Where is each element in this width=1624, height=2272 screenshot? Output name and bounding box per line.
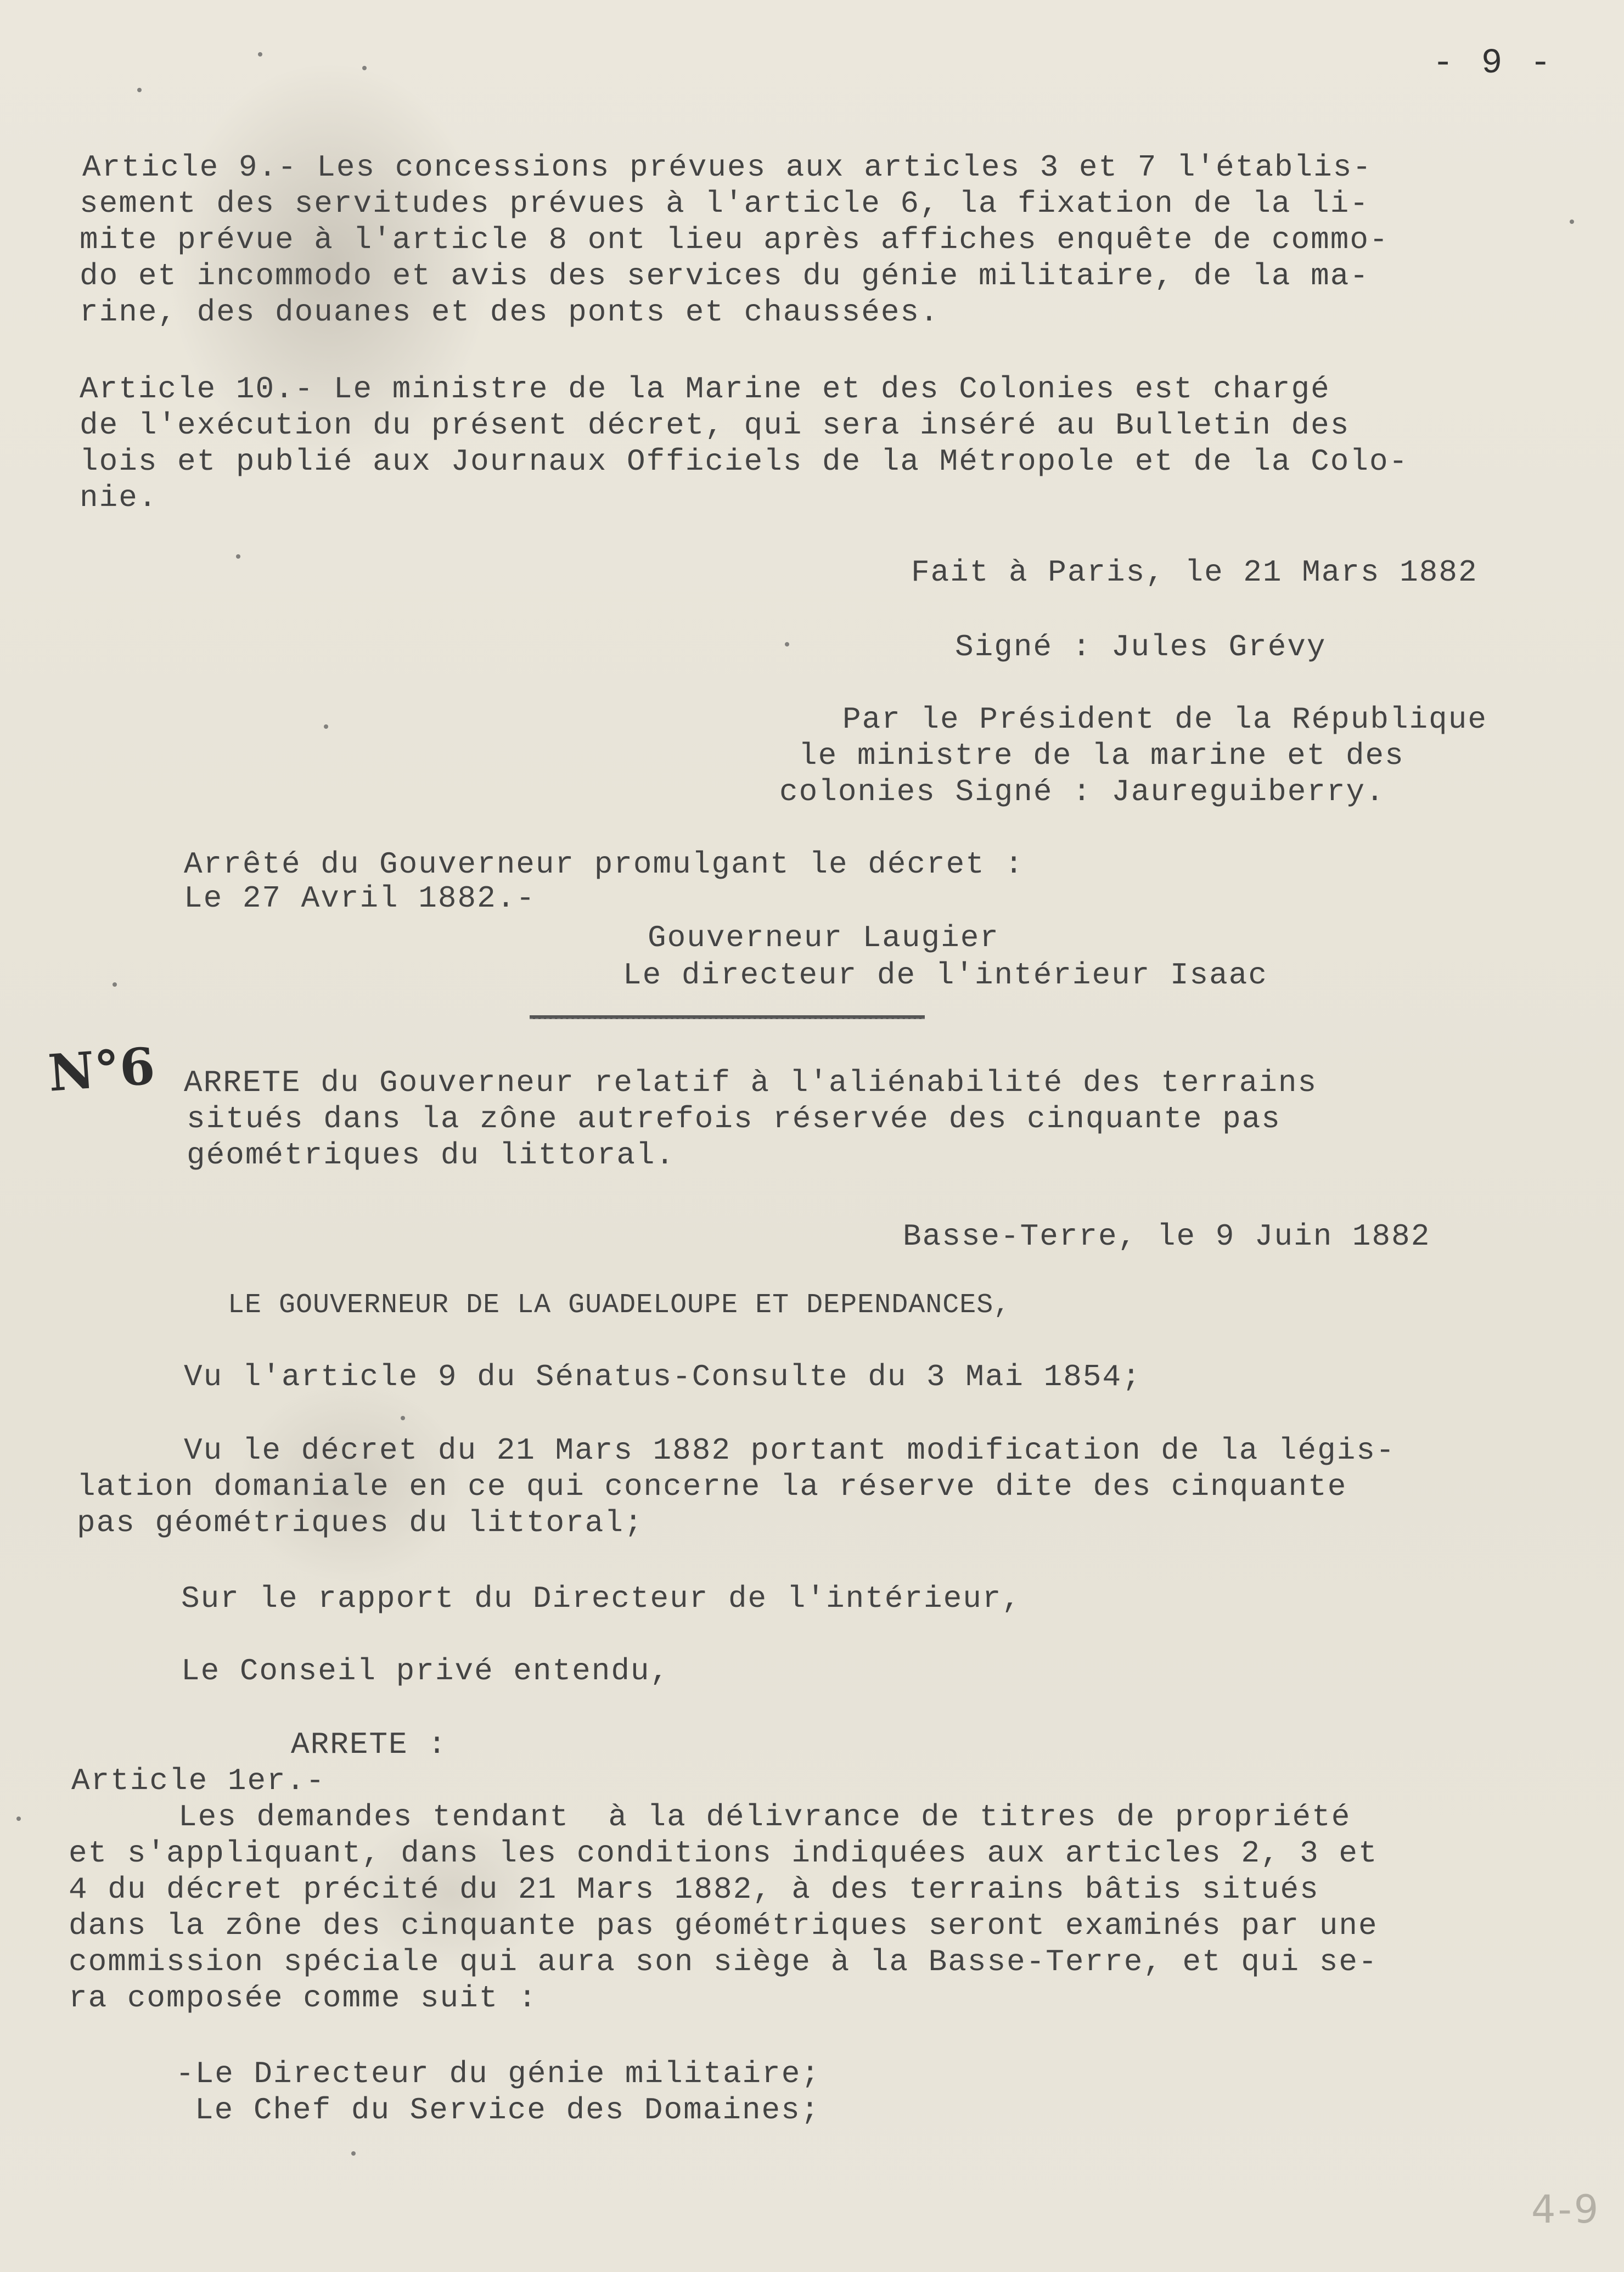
ink-speck	[113, 982, 117, 987]
ink-speck	[16, 1817, 21, 1821]
text-line: Les demandes tendant à la délivrance de titres de propriété	[178, 1799, 1351, 1835]
sur-rapport: Sur le rapport du Directeur de l'intérieur,	[181, 1581, 1022, 1616]
arrete-heading: ARRETE :	[291, 1727, 447, 1762]
list-item: Le Chef du Service des Domaines;	[195, 2093, 821, 2128]
text-line: lation domaniale en ce qui concerne la réserve dite des cinquante	[77, 1469, 1347, 1504]
conseil-prive: Le Conseil privé entendu,	[181, 1654, 670, 1689]
text-line: dans la zône des cinquante pas géométriques seront examinés par une	[69, 1908, 1378, 1943]
text-line: ra composée comme suit :	[69, 1981, 538, 2016]
text-line: de l'exécution du présent décret, qui sera inséré au Bulletin des	[80, 408, 1350, 443]
page-number: - 9 -	[1432, 44, 1555, 83]
ink-speck	[137, 88, 142, 92]
text-line: ARRETE du Gouverneur relatif à l'aliénabilité des terrains	[184, 1065, 1318, 1100]
done-at: Fait à Paris, le 21 Mars 1882	[911, 555, 1478, 590]
text-line: Vu le décret du 21 Mars 1882 portant modification de la légis-	[184, 1433, 1396, 1468]
text-line: le ministre de la marine et des	[799, 738, 1404, 773]
text-line: Le 27 Avril 1882.-	[184, 881, 536, 916]
archive-pencil-note: 4-9	[1531, 2187, 1601, 2232]
text-line: Article 9.- Les concessions prévues aux articles 3 et 7 l'établis-	[82, 150, 1372, 185]
text-line: commission spéciale qui aura son siège à la Basse-Terre, et qui se-	[69, 1944, 1378, 1979]
ink-speck	[401, 1416, 405, 1420]
signed-line: Signé : Jules Grévy	[955, 629, 1327, 665]
text-line: lois et publié aux Journaux Officiels de la Métropole et de la Colo-	[80, 444, 1409, 479]
director-signature: Le directeur de l'intérieur Isaac	[623, 958, 1268, 993]
text-line: géométriques du littoral.	[187, 1138, 676, 1173]
ink-speck	[324, 724, 328, 729]
article-1-heading: Article 1er.-	[71, 1763, 325, 1798]
text-line: Arrêté du Gouverneur promulgant le décret :	[184, 847, 1025, 882]
text-line: et s'appliquant, dans les conditions indiquées aux articles 2, 3 et	[69, 1836, 1378, 1871]
ink-speck	[362, 66, 367, 70]
ink-speck	[1570, 220, 1574, 224]
text-line: sement des servitudes prévues à l'article 6, la fixation de la li-	[80, 186, 1369, 221]
section-divider	[530, 1015, 925, 1019]
text-line: situés dans la zône autrefois réservée des cinquante pas	[187, 1101, 1281, 1137]
text-line: mite prévue à l'article 8 ont lieu après affiches enquête de commo-	[80, 222, 1389, 257]
margin-number-mark: N°6	[46, 1036, 157, 1103]
ink-speck	[351, 2151, 356, 2156]
text-line: Article 10.- Le ministre de la Marine et des Colonies est chargé	[80, 372, 1330, 407]
ink-speck	[785, 642, 789, 646]
place-date: Basse-Terre, le 9 Juin 1882	[903, 1219, 1431, 1254]
list-item: -Le Directeur du génie militaire;	[176, 2056, 821, 2091]
text-line: nie.	[80, 480, 158, 515]
text-line: 4 du décret précité du 21 Mars 1882, à des terrains bâtis situés	[69, 1872, 1319, 1907]
text-line: rine, des douanes et des ponts et chaussées.	[80, 295, 940, 330]
text-line: do et incommodo et avis des services du génie militaire, de la ma-	[80, 258, 1369, 294]
text-line: Par le Président de la République	[842, 702, 1487, 737]
text-line: colonies Signé : Jaureguiberry.	[779, 774, 1385, 809]
text-line: pas géométriques du littoral;	[77, 1505, 644, 1540]
ink-speck	[236, 554, 240, 559]
governor-heading: LE GOUVERNEUR DE LA GUADELOUPE ET DEPENDANCES,	[228, 1290, 1011, 1321]
ink-speck	[258, 52, 262, 57]
vu-senatus-consulte: Vu l'article 9 du Sénatus-Consulte du 3 Mai 1854;	[184, 1359, 1142, 1394]
governor-signature: Gouverneur Laugier	[648, 920, 999, 955]
